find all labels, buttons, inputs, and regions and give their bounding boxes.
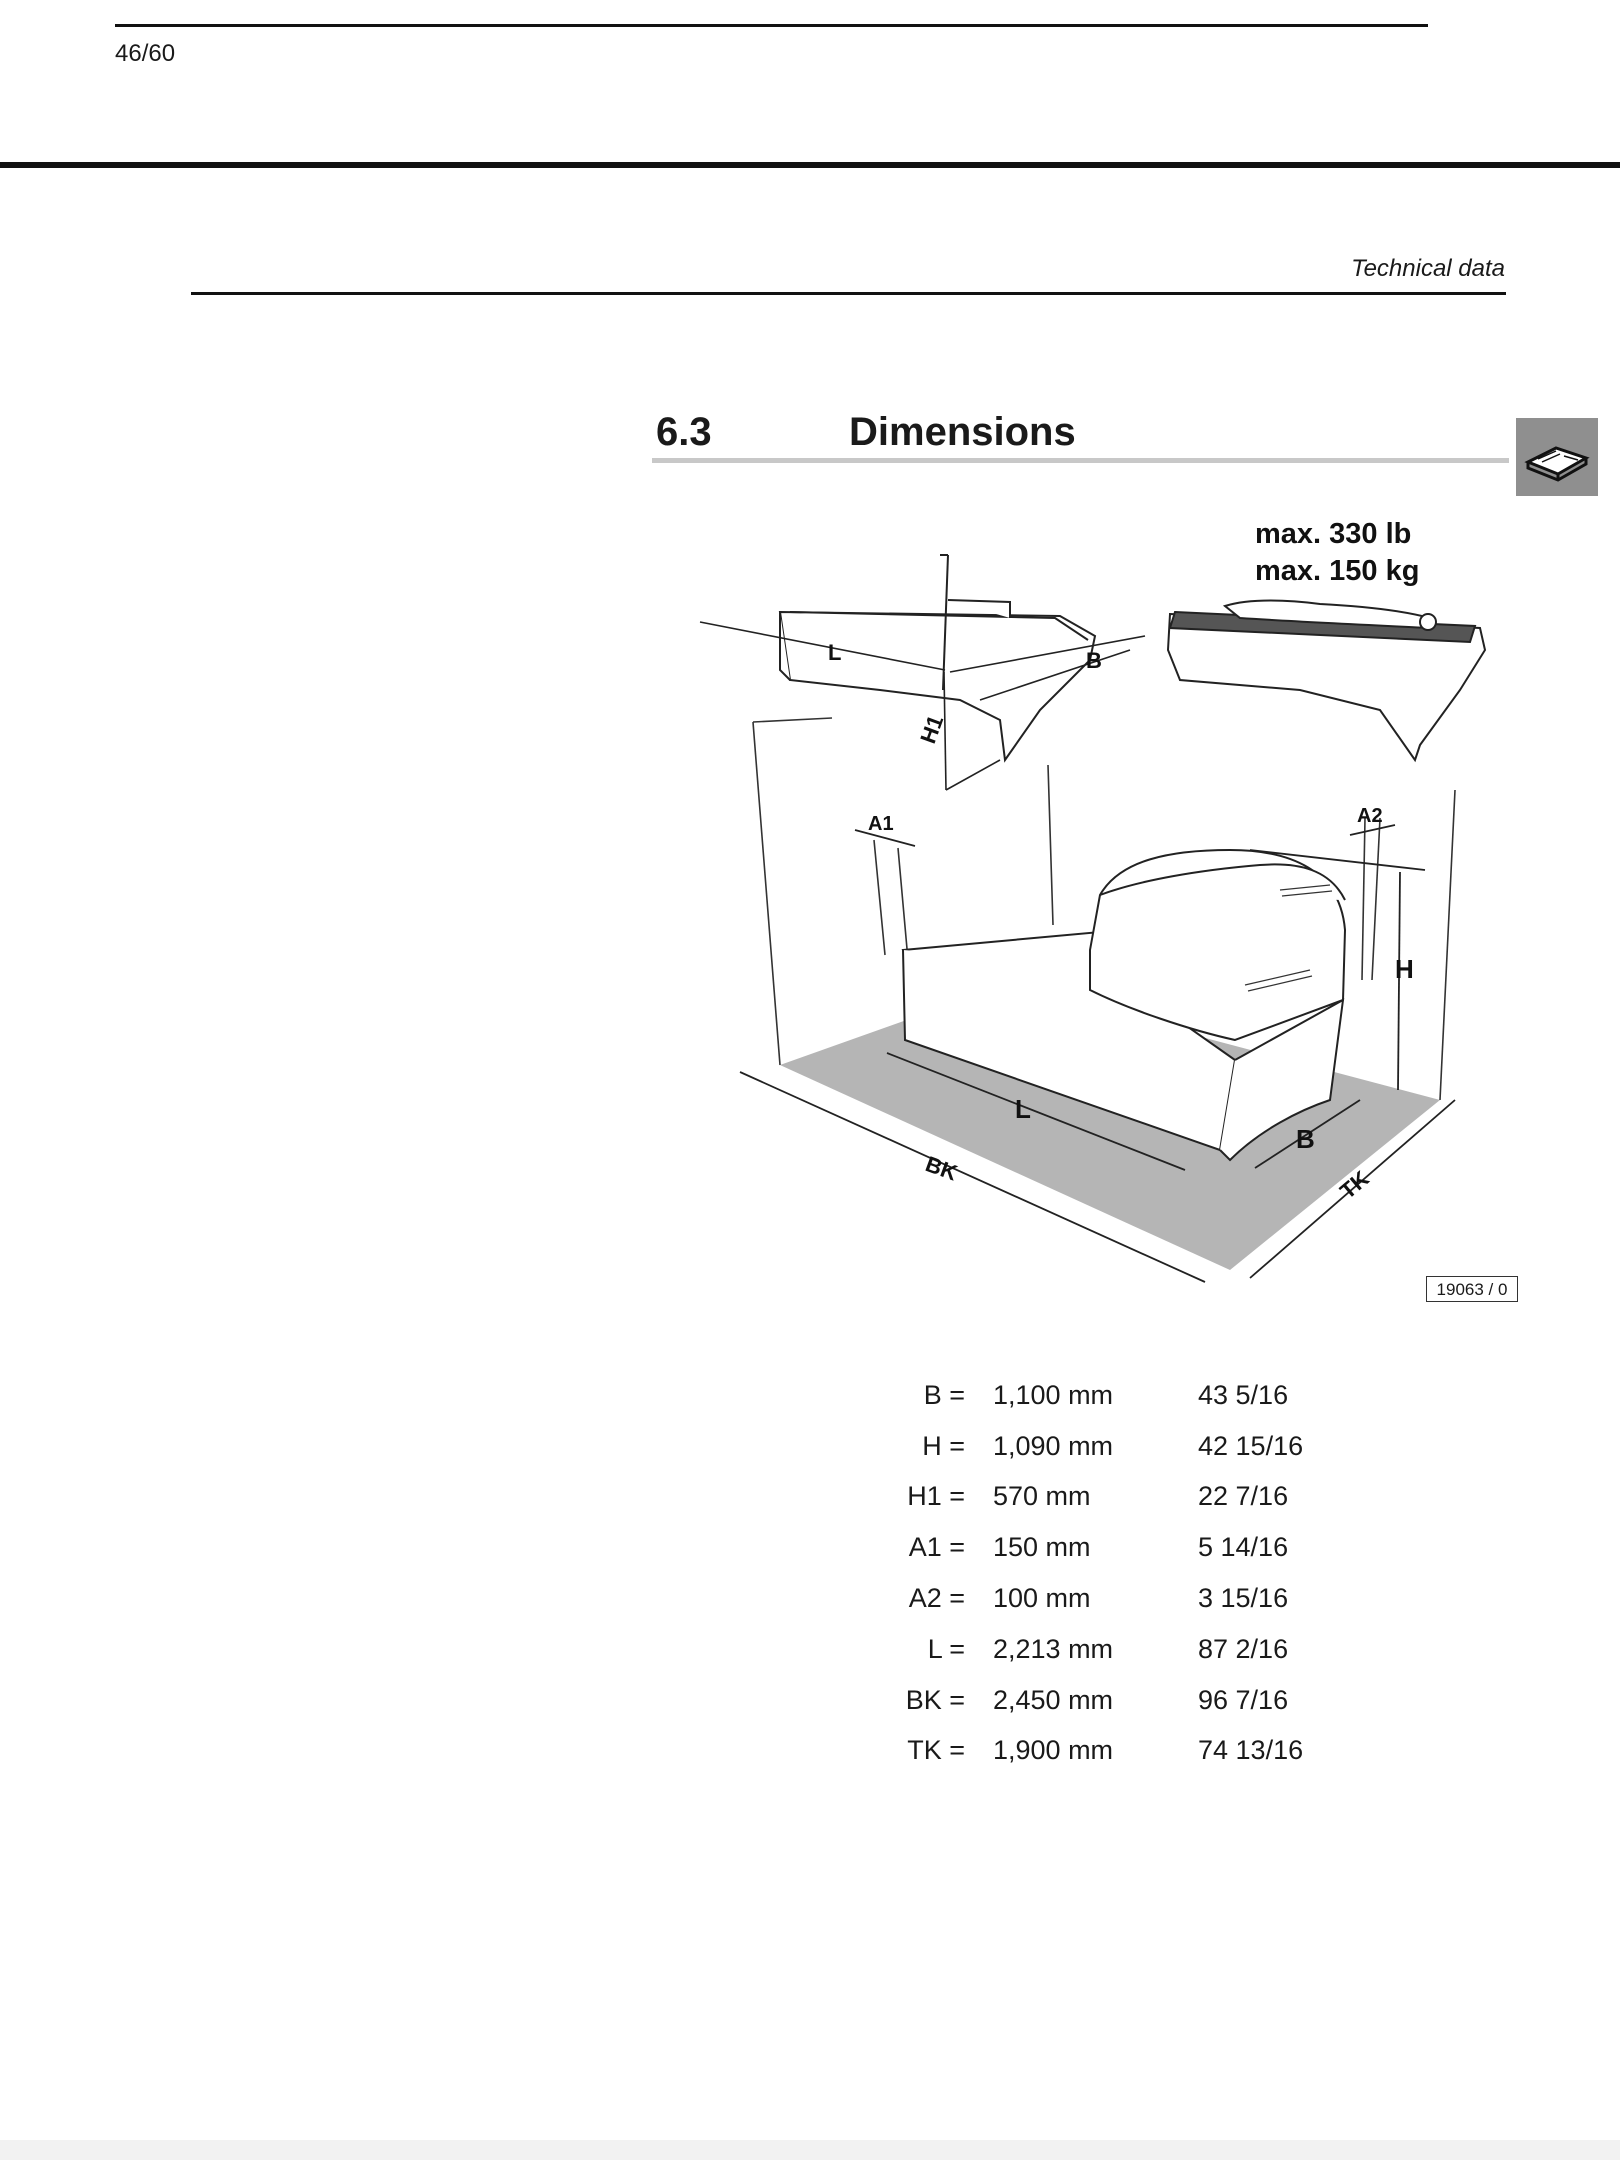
- dimension-mm: 1,090 mm: [993, 1430, 1114, 1461]
- section-rule: [191, 292, 1506, 295]
- top-rule: [115, 24, 1428, 27]
- dimension-mm: 1,100 mm: [993, 1379, 1114, 1410]
- manual-tab[interactable]: [1516, 418, 1598, 496]
- dimension-row: [880, 1522, 1358, 1573]
- dimension-inch: 22 7/16: [1198, 1481, 1289, 1512]
- dimension-row: [880, 1573, 1358, 1624]
- dimension-row: [880, 1726, 1358, 1777]
- label-h: H: [1395, 954, 1414, 984]
- label-tk: TK: [1335, 1165, 1374, 1204]
- dimension-row: [880, 1675, 1358, 1726]
- heading-number: 6.3: [656, 410, 712, 454]
- dimension-row: [880, 1472, 1358, 1523]
- page-bottom-band: [0, 2140, 1620, 2160]
- open-book-icon: [1516, 418, 1598, 496]
- label-l-top: L: [828, 640, 842, 665]
- dimension-mm: 150 mm: [993, 1532, 1091, 1563]
- dimension-mm: 2,450 mm: [993, 1684, 1114, 1715]
- dimension-inch: 96 7/16: [1198, 1684, 1289, 1715]
- dimension-key: BK =: [905, 1684, 965, 1715]
- dimension-inch: 5 14/16: [1198, 1532, 1289, 1563]
- heading-rule: [652, 458, 1509, 463]
- section-title: Technical data: [1351, 255, 1505, 282]
- figure-code: 19063 / 0: [1426, 1276, 1518, 1302]
- dimension-key: H1 =: [907, 1481, 965, 1512]
- label-b-top: B: [1086, 648, 1102, 673]
- page-number: 46/60: [115, 40, 176, 67]
- dimensions-table: [880, 1370, 1358, 1776]
- dimension-diagram: [680, 500, 1530, 1320]
- label-h1: H1: [915, 711, 949, 747]
- dimension-inch: 74 13/16: [1198, 1735, 1304, 1766]
- dimension-key: B =: [923, 1379, 965, 1410]
- dimension-key: A1 =: [908, 1532, 965, 1563]
- label-a1: A1: [868, 813, 894, 835]
- dimension-inch: 42 15/16: [1198, 1430, 1304, 1461]
- dimension-mm: 100 mm: [993, 1583, 1091, 1614]
- dimension-mm: 1,900 mm: [993, 1735, 1114, 1766]
- dimension-mm: 570 mm: [993, 1481, 1091, 1512]
- label-l: L: [1015, 1094, 1031, 1124]
- header-divider: [0, 162, 1620, 168]
- bench-sketch-right: [1168, 601, 1485, 761]
- dimension-inch: 3 15/16: [1198, 1583, 1289, 1614]
- weight-limit-lb: max. 330 lb: [1255, 518, 1412, 550]
- dimension-inch: 43 5/16: [1198, 1379, 1289, 1410]
- heading-title: Dimensions: [849, 410, 1076, 454]
- dimension-row: [880, 1421, 1358, 1472]
- dimension-key: TK =: [907, 1735, 965, 1766]
- label-a2: A2: [1357, 805, 1383, 827]
- dimension-key: L =: [927, 1633, 965, 1664]
- label-b: B: [1296, 1124, 1315, 1154]
- dimension-row: [880, 1370, 1358, 1421]
- weight-limit-kg: max. 150 kg: [1255, 555, 1420, 587]
- label-bk: BK: [922, 1151, 961, 1186]
- dimension-key: H =: [922, 1430, 965, 1461]
- dimension-inch: 87 2/16: [1198, 1633, 1289, 1664]
- dimension-key: A2 =: [908, 1583, 965, 1614]
- dimension-mm: 2,213 mm: [993, 1633, 1114, 1664]
- dimension-row: [880, 1624, 1358, 1675]
